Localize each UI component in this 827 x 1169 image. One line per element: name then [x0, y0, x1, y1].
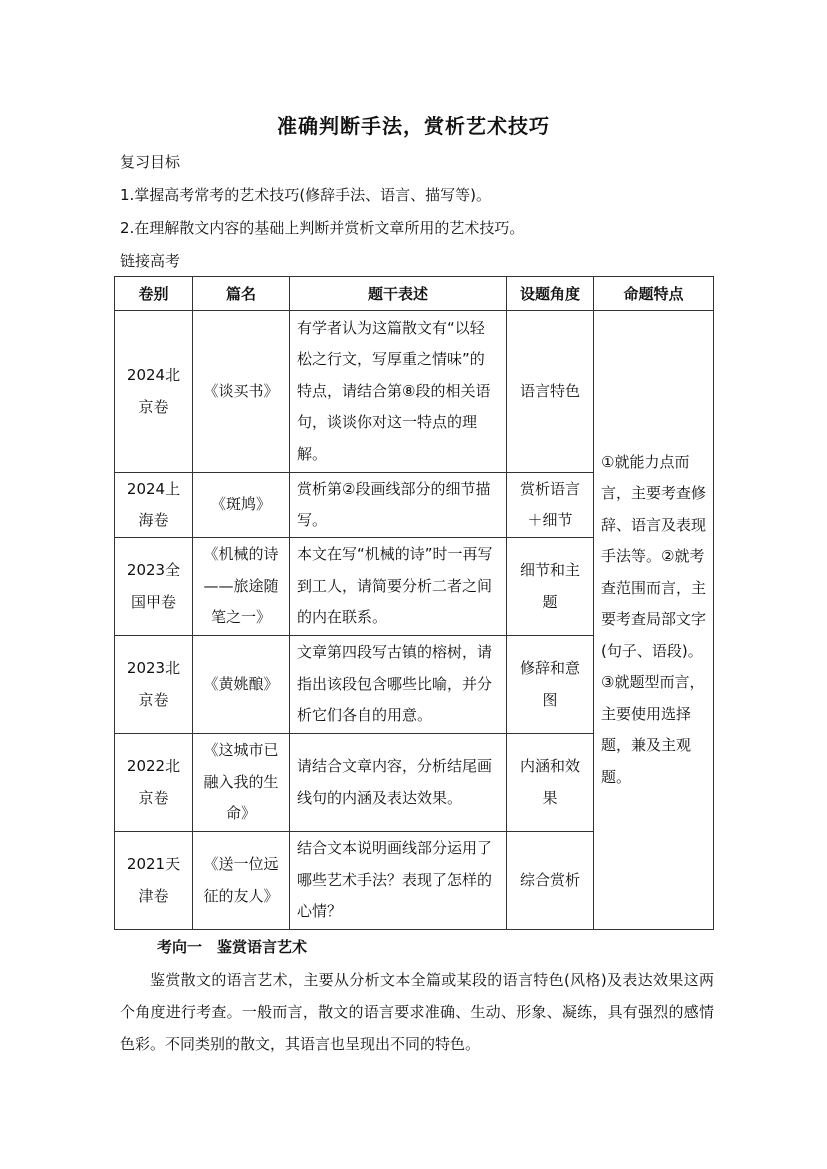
cell-stem: 请结合文章内容，分析结尾画线句的内涵及表达效果。: [290, 734, 507, 832]
cell-title: 《送一位远征的友人》: [193, 832, 290, 930]
cell-stem: 结合文本说明画线部分运用了哪些艺术手法？表现了怎样的心情？: [290, 832, 507, 930]
cell-title: 《黄姚酿》: [193, 636, 290, 734]
cell-angle: 细节和主题: [507, 538, 594, 636]
cell-angle: 综合赏析: [507, 832, 594, 930]
cell-features: ①就能力点而言，主要考查修辞、语言及表现手法等。②就考查范围而言，主要考查局部文字(句子、语段)。③就题型而言，主要使用选择题，兼及主观题。: [594, 311, 714, 930]
cell-exam: 2021天津卷: [115, 832, 193, 930]
cell-title: 《机械的诗——旅途随笔之一》: [193, 538, 290, 636]
goal-item-2: 2.在理解散文内容的基础上判断并赏析文章所用的艺术技巧。: [120, 219, 525, 237]
cell-title: 《这城市已融入我的生命》: [193, 734, 290, 832]
cell-stem: 有学者认为这篇散文有“以轻松之行文，写厚重之情味”的特点，请结合第⑧段的相关语句，谈谈你对这一特点的理解。: [290, 311, 507, 473]
page-title: 准确判断手法，赏析艺术技巧: [277, 114, 550, 138]
review-goals-heading: 复习目标: [120, 153, 181, 171]
cell-angle: 赏析语言＋细节: [507, 473, 594, 538]
cell-title: 《谈买书》: [193, 311, 290, 473]
cell-title: 《斑鸠》: [193, 473, 290, 538]
header-features: 命题特点: [594, 277, 714, 311]
cell-stem: 文章第四段写古镇的榕树，请指出该段包含哪些比喻，并分析它们各自的用意。: [290, 636, 507, 734]
link-exam-heading: 链接高考: [120, 252, 181, 270]
cell-exam: 2024上海卷: [115, 473, 193, 538]
cell-exam: 2024北京卷: [115, 311, 193, 473]
exam-table: [114, 276, 714, 930]
cell-angle: 语言特色: [507, 311, 594, 473]
header-title: 篇名: [193, 277, 290, 311]
section-heading: 考向一 鉴赏语言艺术: [157, 938, 308, 956]
cell-stem: 赏析第②段画线部分的细节描写。: [290, 473, 507, 538]
cell-angle: 修辞和意图: [507, 636, 594, 734]
table-row: [115, 311, 714, 473]
cell-exam: 2022北京卷: [115, 734, 193, 832]
header-stem: 题干表述: [290, 277, 507, 311]
goal-item-1: 1.掌握高考常考的艺术技巧(修辞手法、语言、描写等)。: [120, 186, 492, 204]
section-paragraph: 鉴赏散文的语言艺术，主要从分析文本全篇或某段的语言特色(风格)及表达效果这两个角度进行考查。一般而言，散文的语言要求准确、生动、形象、凝练，具有强烈的感情色彩。不同类别的散文，其语言也呈现出不同的特色。: [120, 971, 714, 1053]
header-angle: 设题角度: [507, 277, 594, 311]
cell-stem: 本文在写“机械的诗”时一再写到工人，请简要分析二者之间的内在联系。: [290, 538, 507, 636]
cell-exam: 2023北京卷: [115, 636, 193, 734]
header-exam: 卷别: [115, 277, 193, 311]
cell-exam: 2023全国甲卷: [115, 538, 193, 636]
cell-angle: 内涵和效果: [507, 734, 594, 832]
table-header-row: [115, 277, 714, 311]
